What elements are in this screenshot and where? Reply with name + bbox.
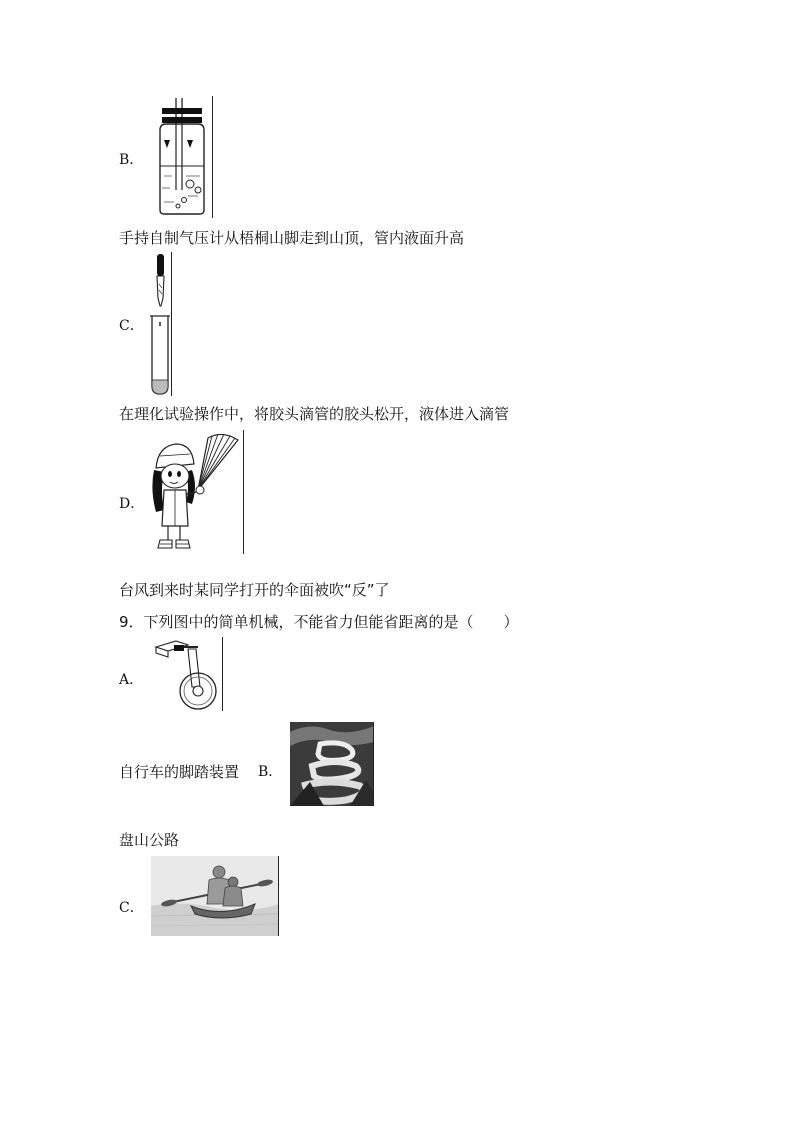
figure-border-line xyxy=(171,252,172,396)
mountain-road-photo xyxy=(290,722,374,806)
dropper-test-tube-figure xyxy=(148,252,172,396)
figure-border-line xyxy=(278,856,279,936)
bicycle-pedal-drawing xyxy=(148,637,224,711)
figure-border-line xyxy=(212,96,213,218)
figure-border-line xyxy=(373,722,374,806)
girl-inverted-umbrella-figure xyxy=(146,430,244,554)
q9-option-a-caption: 自行车的脚踏装置 xyxy=(119,763,240,781)
option-b-label: B． xyxy=(119,152,144,168)
option-c-label: C． xyxy=(119,318,144,334)
mountain-road-drawing xyxy=(290,722,374,806)
bottle-barometer-drawing xyxy=(150,96,214,218)
question-9-stem: 9．下列图中的简单机械，不能省力但能省距离的是（ ） xyxy=(119,613,519,631)
canoe-paddling-drawing xyxy=(151,856,279,936)
q9-option-a-label: A． xyxy=(119,672,144,688)
bicycle-pedal-figure xyxy=(148,637,224,711)
option-b-caption: 手持自制气压计从梧桐山脚走到山顶，管内液面升高 xyxy=(119,229,465,247)
q9-option-b-label: B． xyxy=(258,764,283,780)
option-c-caption: 在理化试验操作中，将胶头滴管的胶头松开，液体进入滴管 xyxy=(119,405,510,423)
bottle-barometer-figure xyxy=(150,96,214,218)
canoe-paddling-photo xyxy=(151,856,279,936)
figure-border-line xyxy=(243,430,244,554)
figure-border-line xyxy=(222,637,223,711)
dropper-test-tube-drawing xyxy=(148,252,172,396)
option-d-label: D． xyxy=(119,496,145,512)
q9-option-c-label: C． xyxy=(119,900,144,916)
option-d-caption: 台风到来时某同学打开的伞面被吹“反”了 xyxy=(119,581,390,599)
q9-option-b-caption: 盘山公路 xyxy=(119,831,180,849)
girl-umbrella-drawing xyxy=(146,430,244,554)
